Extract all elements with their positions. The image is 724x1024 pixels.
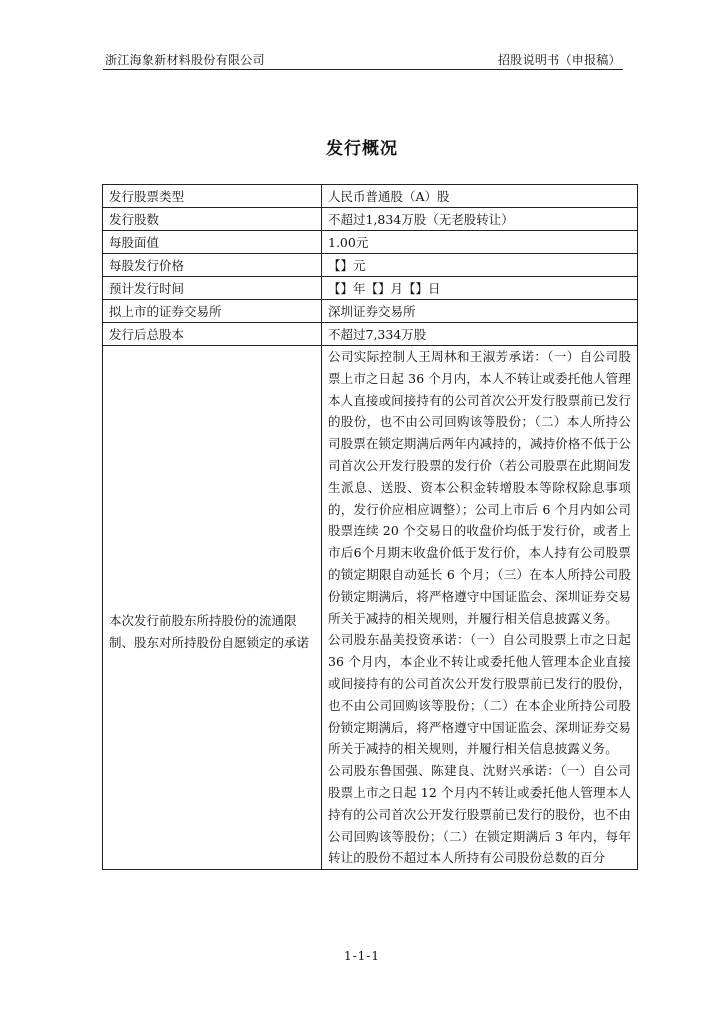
table-row	[103, 231, 638, 254]
row-label: 拟上市的证券交易所	[103, 300, 322, 323]
header-document-type: 招股说明书（申报稿）	[497, 53, 621, 67]
lockup-label: 本次发行前股东所持股份的流通限制、股东对所持股份自愿锁定的承诺	[103, 346, 322, 870]
row-label: 发行股票类型	[103, 185, 322, 208]
page-title: 发行概况	[326, 139, 398, 159]
page-number: 1-1-1	[343, 949, 380, 963]
row-label: 每股面值	[103, 231, 322, 254]
row-value: 不超过7,334万股	[322, 323, 638, 346]
table-row	[103, 185, 638, 208]
row-label: 每股发行价格	[103, 254, 322, 277]
row-value: 【】元	[322, 254, 638, 277]
row-value: 深圳证券交易所	[322, 300, 638, 323]
header-company-name: 浙江海象新材料股份有限公司	[105, 53, 265, 67]
table-row	[103, 254, 638, 277]
row-value: 【】年【】月【】日	[322, 277, 638, 300]
table-row	[103, 277, 638, 300]
table-row	[103, 208, 638, 231]
controller-commitment: 公司实际控制人王周林和王淑芳承诺：（一）自公司股票上市之日起 36 个月内，本人不转让或委托他人管理本人直接或间接持有的公司首次公开发行股票前已发行的股份，也不由公司回购该等股份；（二）本人所持公司股票在锁定期满后两年内减持的，减持价格不低于公司首次公开发行股票的发行价（若公司股票在此期间发生派息、送股、资本公积金转增股本等除权除息事项的，发行价应相应调整）；公司上市后 6 个月内如公司股票连续 20 个交易日的收盘价均低于发行价，或者上市后6个月期末收盘价低于发行价，本人持有公司股票的锁定期限自动延长 6 个月；（三）在本人所持公司股份锁定期满后，将严格遵守中国证监会、深圳证券交易所关于减持的相关规则，并履行相关信息披露义务。	[328, 349, 631, 626]
row-label: 预计发行时间	[103, 277, 322, 300]
running-header	[103, 49, 623, 70]
row-value: 不超过1,834万股（无老股转让）	[322, 208, 638, 231]
jingmei-investment-commitment: 公司股东晶美投资承诺：（一）自公司股票上市之日起 36 个月内，本企业不转让或委托他人管理本企业直接或间接持有的公司首次公开发行股票前已发行的股份，也不由公司回购该等股份；（二）在本企业所持公司股份锁定期满后，将严格遵守中国证监会、深圳证券交易所关于减持的相关规则，并履行相关信息披露义务。	[328, 632, 631, 757]
offering-summary-table	[102, 184, 638, 870]
row-value: 1.00元	[322, 231, 638, 254]
table-row	[103, 300, 638, 323]
shareholders-commitment: 公司股东鲁国强、陈建良、沈财兴承诺：（一）自公司股票上市之日起 12 个月内不转让或委托他人管理本人持有的公司首次公开发行股票前已发行的股份，也不由公司回购该等股份；（二）在锁定期满后 3 年内，每年转让的股份不超过本人所持有公司股份总数的百分	[328, 763, 631, 866]
lockup-commitments-row	[103, 346, 638, 870]
row-value: 人民币普通股（A）股	[322, 185, 638, 208]
row-label: 发行后总股本	[103, 323, 322, 346]
row-label: 发行股数	[103, 208, 322, 231]
lockup-commitments	[322, 346, 638, 870]
table-row	[103, 323, 638, 346]
